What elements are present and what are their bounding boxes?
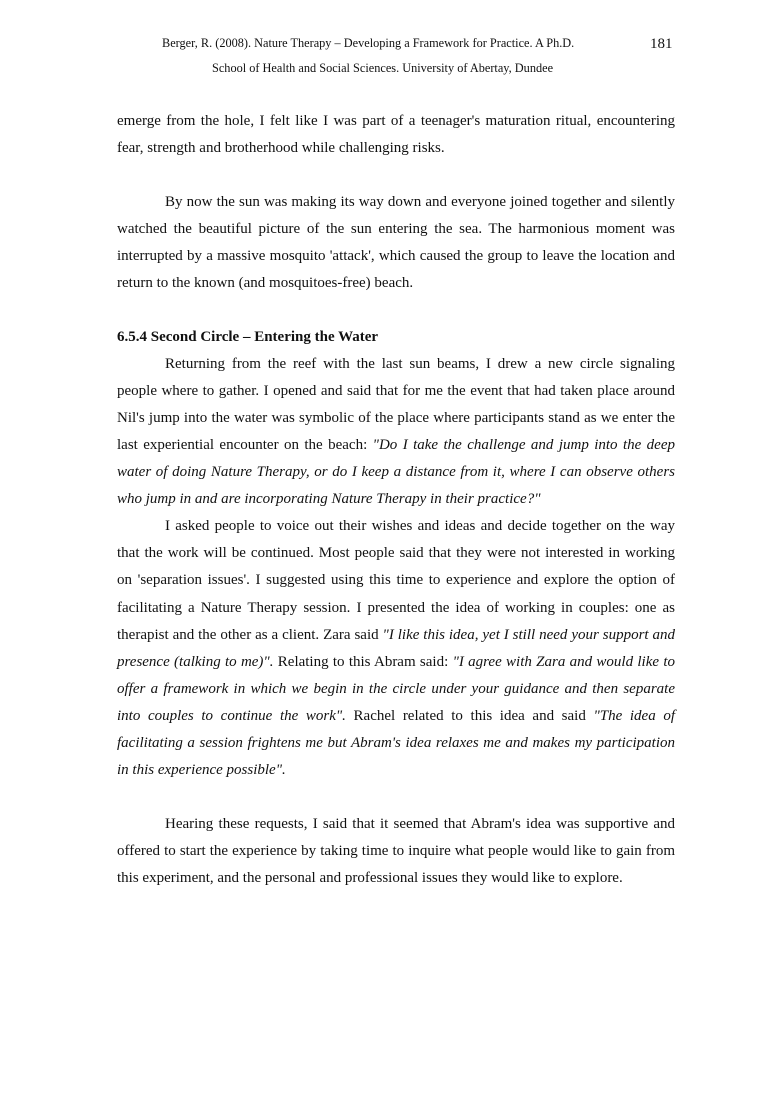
italic-quote-abram: "I agree with Zara and would like to offer a framework in which we begin in the circle under your guidance and then separate into couples to continue the work".: [117, 653, 675, 724]
paragraph-sunset: By now the sun was making its way down and everyone joined together and silently watched the beautiful picture of the sun entering the sea. The harmonious moment was interrupted by a massive mosquito 'attack', which caused the group to leave the location and return to the known (and mosquitoes-free) beach.: [117, 194, 675, 292]
paragraph-voices: [117, 513, 675, 784]
paragraph-text: I asked people to voice out their wishes and ideas and decide together on the way that the work will be continued. Most people said that they were not interested in working on 'separation issues'. I suggested using this time to experience and explore the option of facilitating a Nature Therapy session. I presented the idea of working in couples: one as therapist and the other as a client. Zara said: [117, 518, 675, 643]
paragraph-text: Returning from the reef with the last sun beams, I drew a new circle signaling people where to gather. I opened and said that for me the event that had taken place around Nil's jump into the water was symbolic of the place where participants stand as we enter the last experiential encounter on the beach:: [117, 355, 675, 453]
paragraph-requests: Hearing these requests, I said that it seemed that Abram's idea was supportive and offered to start the experience by taking time to inquire what people would like to gain from this experiment, and the personal and professional issues they would like to explore.: [117, 816, 675, 887]
paragraph-text: Rachel related to this idea and said: [345, 707, 594, 724]
section-heading: 6.5.4 Second Circle – Entering the Water: [117, 328, 379, 345]
running-header-institution: School of Health and Social Sciences. University of Abertay, Dundee: [212, 61, 554, 75]
italic-quote-zara: "I like this idea, yet I still need your support and presence (talking to me)".: [117, 626, 675, 670]
page-number: 181: [650, 36, 673, 52]
italic-quote-rachel: "The idea of facilitating a session frightens me but Abram's idea relaxes me and makes my participation in this experience possible".: [117, 707, 675, 779]
body-text: [117, 108, 675, 892]
running-header-citation: Berger, R. (2008). Nature Therapy – Developing a Framework for Practice. A Ph.D.: [162, 36, 575, 50]
paragraph-continuation: emerge from the hole, I felt like I was part of a teenager's maturation ritual, encountering fear, strength and brotherhood while challenging risks.: [117, 113, 675, 157]
italic-quote: "Do I take the challenge and jump into the deep water of doing Nature Therapy, or do I keep a distance from it, where I can observe others who jump in and are incorporating Nature Therapy in their practice?": [117, 436, 676, 508]
paragraph-second-circle: [117, 351, 675, 514]
paragraph-text: Relating to this Abram said:: [273, 653, 453, 670]
